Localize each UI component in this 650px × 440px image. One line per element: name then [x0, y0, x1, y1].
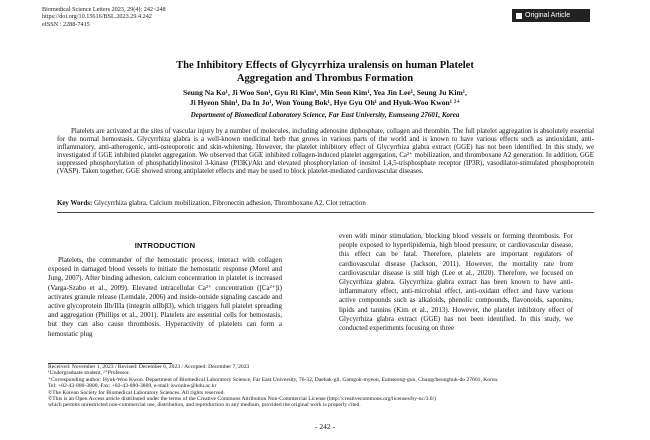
footnote-copyright: ©The Korean Society for Biomedical Laboratory Sciences. All rights reserved.	[48, 389, 225, 396]
title-line-1: The Inhibitory Effects of Glycyrrhiza uralensis on human Platelet	[176, 60, 474, 71]
footnote-corresponding: ⁺Corresponding author: Hyuk-Woo Kwon. Department of Biomedical Laboratory Science, Far East University, 76-32, Daehak-gil, Gamgok-myeon, Eumseong-gun, Chungcheongbuk-do 27601, Korea.	[48, 376, 499, 383]
section-divider	[57, 212, 594, 213]
journal-line: Biomedical Science Letters 2023, 29(4): 242~248	[42, 6, 166, 13]
keywords-text: Glycyrrhiza glabra, Calcium mobilization, Fibronectin adhesion, Thromboxane A2, Clot retraction	[94, 200, 366, 207]
keywords	[57, 200, 594, 208]
square-icon	[516, 13, 522, 19]
affiliation: Department of Biomedical Laboratory Science, Far East University, Eumseong 27601, Korea	[190, 111, 460, 119]
paper-title	[60, 60, 590, 85]
journal-header	[42, 6, 166, 28]
doi-line: https://doi.org/10.15616/BSL.2023.29.4.242	[42, 13, 152, 21]
left-column	[48, 232, 282, 339]
footnote-license-2: which permits unrestricted non-commercial use, distribution, and reproduction in any medium, provided the original work is properly cited.	[48, 402, 361, 409]
eissn-line: eISSN : 2288-7415	[42, 20, 90, 28]
footnote-contact: Tel: +82-43-880-3800, Fax: +82-43-880-3809, e-mail: kwonhw@kdu.ac.kr	[48, 383, 217, 390]
author-list	[60, 88, 590, 107]
footnotes	[48, 364, 596, 409]
footnote-received: Received: November 1, 2023 / Revised: December 6, 2023 / Accepted: December 7, 2023	[48, 364, 250, 370]
introduction-heading: INTRODUCTION	[134, 241, 196, 250]
keywords-label: Key Words:	[57, 200, 93, 207]
footnote-license: ©This is an Open Access article distributed under the terms of the Creative Commons Attribution Non-Commercial License (http://creativecommons.org/licenses/by-nc/3.0/)	[48, 396, 437, 403]
article-type-badge	[512, 9, 590, 22]
title-line-2: Aggregation and Thrombus Formation	[236, 72, 414, 84]
authors-line-1: Seung Na Ko¹, Ji Woo Son¹, Gyu Ri Kim¹, Min Seon Kim¹, Yea Jin Lee¹, Seung Ju Kim¹,	[183, 88, 467, 97]
footnote-equal: ¹Undergraduate student, ²⁺Professor.	[48, 370, 131, 377]
page-number: - 242 -	[315, 422, 335, 431]
right-column	[339, 232, 573, 333]
intro-paragraph-left: Platelets, the commander of the hemostatic process, interact with collagen exposed in damaged blood vessels to initiate the hemostatic response (Morel and Jung, 2007). After binding adhesion, calcium concentration in platelet is increased (Varga-Szabo et al., 2009). Elevated intracellular Ca²⁺ concentration ([Ca²⁺]i) activates granule release (Lemdale, 2006) and inside-outside signaling cascade and active glycoprotein IIb/IIIa (integrin αIIbβ3), which triggers full platelet spreading and aggregation (Phillips et al., 2001). Platelets are essential cells for hemostasis, but they can also cause thrombosis. Hyperactivity of platelets can form a hemostatic plug	[48, 256, 282, 338]
intro-paragraph-right: even with minor stimulation, blocking blood vessels or forming thrombosis. For people exposed to hyperlipidemia, high blood pressure, or cardiovascular disease, this effect can be fatal. Therefore, platelets are important regulators of cardiovascular disease (Jackson, 2011). However, the mortality rate from cardiovascular disease is still high (Lee et al., 2020). Therefore, we focused on Glycyrrhiza glabra. Glycyrrhiza glabra extract has been known to have anti-inflammatory effect, anti-microbial effect, anti-oxidant effect and have various active compounds such as alkaloids, phenolic compounds, flavonoids, saponins, lipids and tannins (Kim et al., 2013). However, the platelet inhibitory effect of Glycyrrhiza glabra extract (GGE) has not been identified. In this study, we conducted experiments focusing on three	[339, 232, 573, 333]
article-type-label: Original Article	[525, 12, 571, 19]
abstract: Platelets are activated at the sites of vascular injury by a number of molecules, including adenosine diphosphate, collagen and thrombin. The full platelet aggregation is absolutely essential for the normal hemostasis. Glycyrrhiza glabra is a well-known medicinal herb that grows in various parts of the world and is known to have various effects such as antioxidant, anti-inflammatory, anti-atherogenic, anti-osteoporotic and skin-whitening. However, the platelet inhibitory effect of Glycyrrhiza glabra extract (GGE) has not been identified. In this study, we investigated if GGE inhibited platelet aggregation. We observed that GGE inhibited collagen-induced platelet aggregation, Ca²⁺ mobilization, and thromboxane A2 generation. In addition, GGE suppressed phosphorylation of phosphatidylinositol 3-kinase (PI3K)/Akt and elevated phosphorylation of inositol 1,4,5-trisphosphate receptor (IP3R), vasodilator-stimulated phosphoprotein (VASP). Taken together, GGE showed strong antiplatelet effects and may be used to block platelet-mediated cardiovascular diseases.	[57, 128, 594, 175]
authors-line-2: Ji Hyeon Shin¹, Da In Jo¹, Won Young Bok¹, Hye Gyu Oh¹ and Hyuk-Woo Kwon¹ ²⁺	[189, 97, 461, 107]
